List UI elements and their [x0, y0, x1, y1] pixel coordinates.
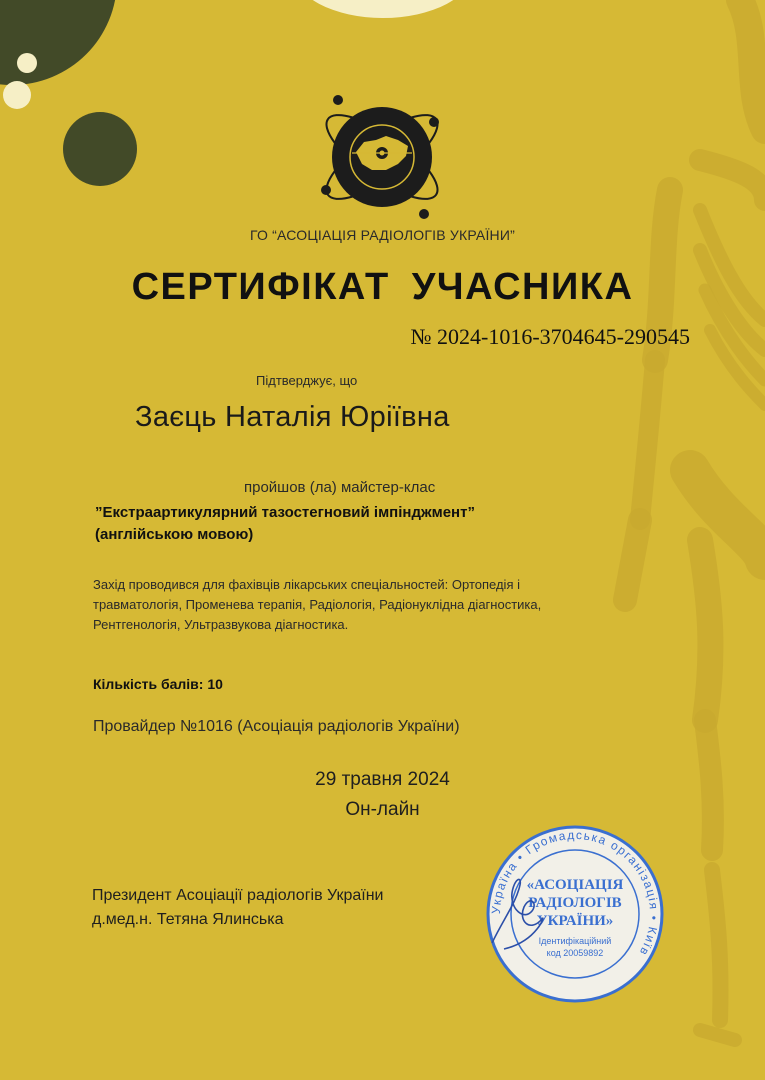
event-date: 29 травня 2024: [315, 769, 450, 790]
event-format: Он-лайн: [345, 799, 420, 820]
president-title: Президент Асоціації радіологів України: [92, 887, 384, 904]
description-line: Рентгенологія, Ультразвукова діагностика.: [93, 617, 349, 632]
stamp-line: РАДІОЛОГІВ: [528, 895, 622, 911]
certificate-number: № 2024-1016-3704645-290545: [410, 324, 690, 349]
completed-text: пройшов (ла) майстер-клас: [244, 479, 436, 496]
round-stamp-icon: [484, 823, 666, 1005]
event-description: [93, 575, 663, 635]
radiologists-association-logo-icon: [312, 90, 452, 225]
course-title-line: ”Екстраартикулярний тазостегновий імпінджмент”: [95, 504, 475, 521]
certificate-title: СЕРТИФІКАТ УЧАСНИКА: [131, 266, 634, 308]
stamp-line: УКРАЇНИ»: [536, 913, 614, 929]
small-cream-dot: [17, 53, 37, 73]
course-title: [95, 502, 655, 546]
provider-text: Провайдер №1016 (Асоціація радіологів України): [93, 718, 460, 735]
participant-name: Заєць Наталія Юріївна: [135, 401, 450, 433]
credit-points: Кількість балів: 10: [93, 676, 223, 692]
president-signature-block: [92, 884, 383, 932]
description-line: травматологія, Променева терапія, Радіологія, Радіонуклідна діагностика,: [93, 597, 542, 612]
stamp-code-label: Ідентифікаційний: [538, 936, 612, 946]
corner-olive-circle: [0, 0, 117, 85]
organization-name: ГО “АСОЦІАЦІЯ РАДІОЛОГІВ УКРАЇНИ”: [250, 227, 515, 243]
stamp-line: «АСОЦІАЦІЯ: [526, 877, 624, 893]
olive-circle: [63, 112, 137, 186]
course-language-line: (англійською мовою): [95, 526, 254, 543]
stamp-outer-text: Україна • Громадська організація • Київ: [488, 827, 662, 959]
president-name: д.мед.н. Тетяна Ялинська: [92, 911, 284, 928]
description-line: Захід проводився для фахівців лікарських спеціальностей: Ортопедія і: [93, 577, 520, 592]
stamp-code: код 20059892: [546, 948, 604, 958]
confirms-label: Підтверджує, що: [256, 373, 358, 388]
cream-dot: [3, 81, 31, 109]
top-cream-arc: [293, 0, 473, 18]
